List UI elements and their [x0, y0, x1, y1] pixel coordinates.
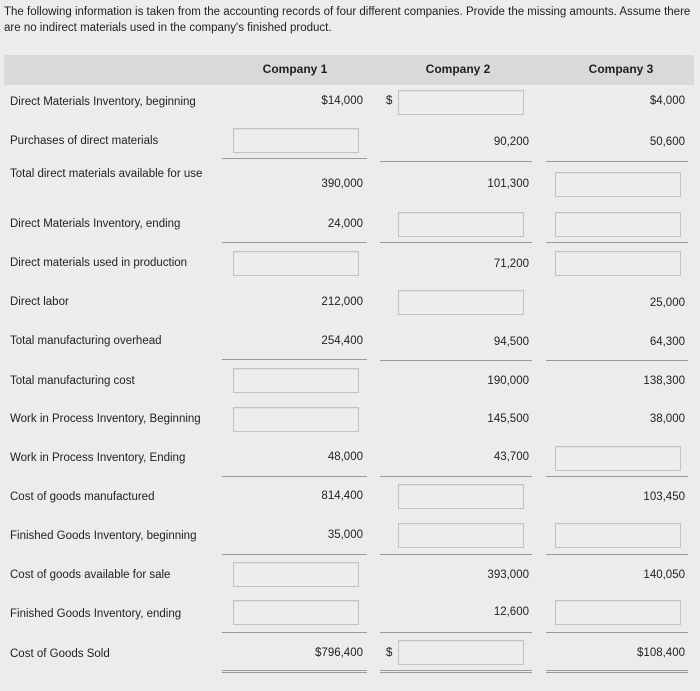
- value-company-1: 254,400: [321, 335, 363, 347]
- underline: [222, 632, 367, 633]
- dollar-sign: $: [386, 647, 393, 659]
- row-label: Cost of goods manufactured: [10, 491, 155, 503]
- value-company-1: 35,000: [327, 529, 363, 541]
- underline: [546, 476, 688, 477]
- value-company-2: 145,500: [487, 413, 529, 425]
- answer-input[interactable]: [555, 600, 681, 625]
- underline: [546, 242, 688, 243]
- underline: [380, 161, 532, 162]
- row-label: Total manufacturing overhead: [10, 335, 162, 347]
- column-header-company-2: Company 2: [425, 62, 491, 76]
- underline: [380, 360, 532, 361]
- answer-input[interactable]: [555, 251, 681, 276]
- value-company-3: 50,600: [649, 136, 685, 148]
- row-label: Finished Goods Inventory, beginning: [10, 530, 197, 542]
- underline: [222, 476, 367, 477]
- answer-input[interactable]: [555, 212, 681, 237]
- answer-input[interactable]: [555, 446, 681, 471]
- value-company-2: 71,200: [493, 258, 529, 270]
- row-label: Direct materials used in production: [10, 257, 188, 269]
- underline: [222, 158, 367, 159]
- double-underline: [380, 670, 532, 673]
- answer-input[interactable]: [233, 251, 359, 276]
- value-company-2: 101,300: [487, 178, 529, 190]
- underline: [380, 476, 532, 477]
- answer-input[interactable]: [233, 407, 359, 432]
- double-underline: [222, 670, 367, 673]
- answer-input[interactable]: [398, 290, 524, 315]
- row-label: Work in Process Inventory, Ending: [10, 452, 186, 464]
- value-company-1: $796,400: [315, 647, 363, 659]
- underline: [546, 360, 688, 361]
- row-label: Direct labor: [10, 296, 69, 308]
- double-underline: [546, 670, 688, 673]
- answer-input[interactable]: [555, 172, 681, 197]
- value-company-1: 24,000: [327, 218, 363, 230]
- answer-input[interactable]: [233, 368, 359, 393]
- row-label: Cost of goods available for sale: [10, 569, 171, 581]
- row-label: Finished Goods Inventory, ending: [10, 608, 182, 620]
- instructions-text: The following information is taken from the accounting records of four different companies. Provide the missing amounts. Assume there are no indirect materials used in the company's finished product.: [4, 6, 691, 34]
- value-company-2: 12,600: [493, 606, 529, 618]
- underline: [380, 632, 532, 633]
- answer-input[interactable]: [398, 90, 524, 115]
- value-company-2: 190,000: [487, 375, 529, 387]
- value-company-1: $14,000: [321, 95, 363, 107]
- underline: [380, 554, 532, 555]
- answer-input[interactable]: [398, 484, 524, 509]
- underline: [546, 632, 688, 633]
- value-company-3: $4,000: [649, 95, 685, 107]
- column-header-company-3: Company 3: [588, 62, 654, 76]
- dollar-sign: $: [386, 95, 393, 107]
- column-header-company-1: Company 1: [262, 62, 328, 76]
- value-company-3: 103,450: [643, 491, 685, 503]
- value-company-2: 90,200: [493, 136, 529, 148]
- row-label: Direct Materials Inventory, ending: [10, 218, 181, 230]
- value-company-1: 48,000: [327, 451, 363, 463]
- row-label: Total direct materials available for use: [10, 168, 203, 180]
- row-label: Purchases of direct materials: [10, 135, 159, 147]
- underline: [222, 242, 367, 243]
- answer-input[interactable]: [398, 523, 524, 548]
- value-company-3: 138,300: [643, 375, 685, 387]
- answer-input[interactable]: [555, 523, 681, 548]
- value-company-1: 212,000: [321, 296, 363, 308]
- value-company-3: $108,400: [637, 647, 685, 659]
- underline: [222, 554, 367, 555]
- value-company-3: 25,000: [649, 297, 685, 309]
- underline: [380, 242, 532, 243]
- row-label: Work in Process Inventory, Beginning: [10, 413, 201, 425]
- underline: [546, 161, 688, 162]
- value-company-1: 814,400: [321, 490, 363, 502]
- answer-input[interactable]: [398, 640, 524, 665]
- underline: [222, 359, 367, 360]
- answer-input[interactable]: [233, 128, 359, 153]
- value-company-1: 390,000: [321, 178, 363, 190]
- value-company-3: 64,300: [649, 336, 685, 348]
- row-label: Cost of Goods Sold: [10, 648, 110, 660]
- row-label: Total manufacturing cost: [10, 375, 135, 387]
- value-company-2: 393,000: [487, 569, 529, 581]
- value-company-3: 140,050: [643, 569, 685, 581]
- row-label: Direct Materials Inventory, beginning: [10, 96, 196, 108]
- answer-input[interactable]: [398, 212, 524, 237]
- answer-input[interactable]: [233, 600, 359, 625]
- underline: [546, 554, 688, 555]
- value-company-2: 94,500: [493, 336, 529, 348]
- value-company-3: 38,000: [649, 413, 685, 425]
- value-company-2: 43,700: [493, 451, 529, 463]
- answer-input[interactable]: [233, 562, 359, 587]
